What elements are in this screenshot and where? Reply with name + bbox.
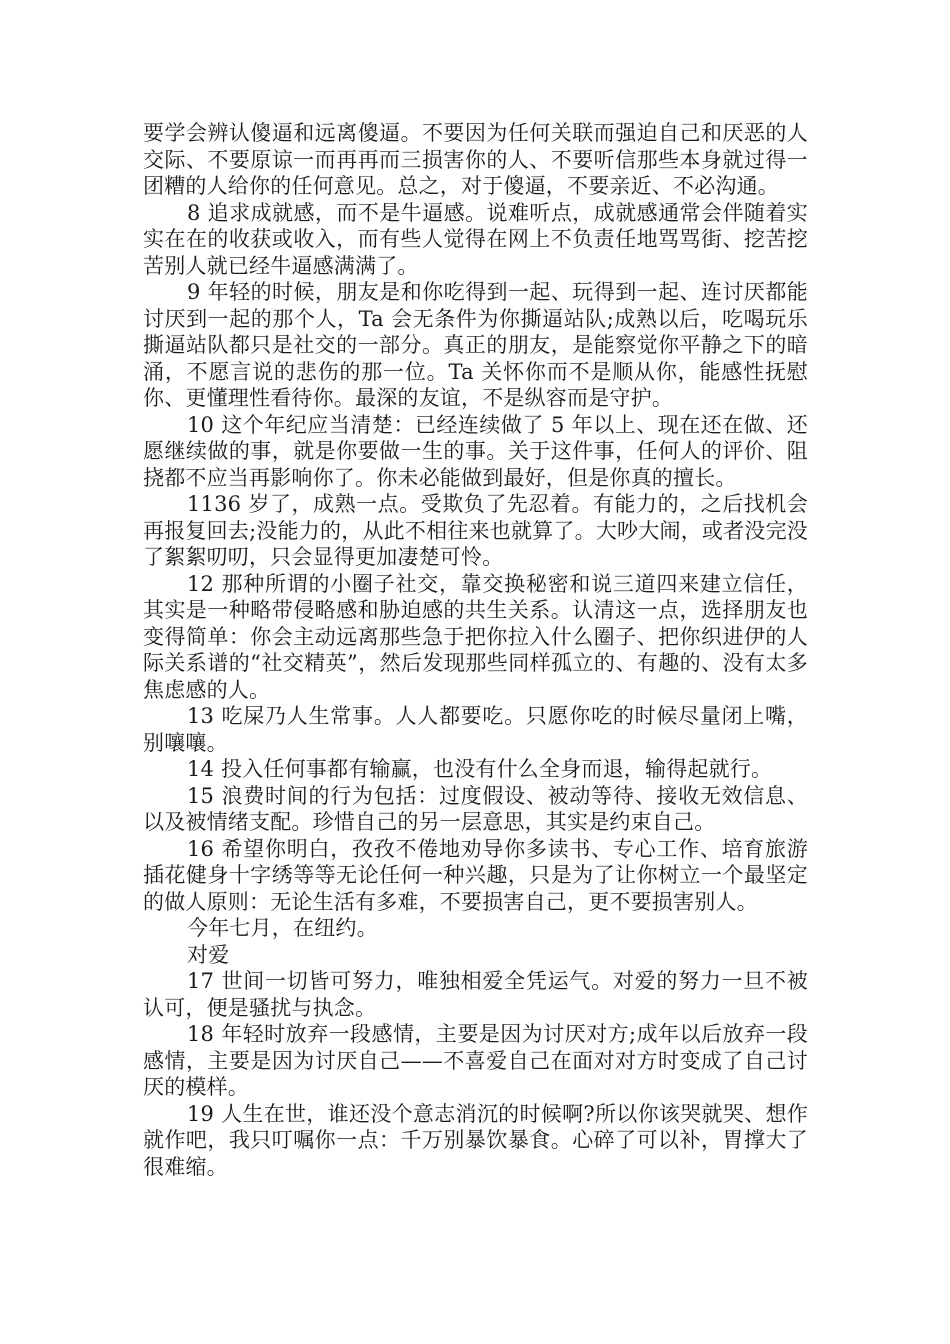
paragraph-15: 15 浪费时间的行为包括：过度假设、被动等待、接收无效信息、以及被情绪支配。珍惜自己的另一层意思，其实是约束自己。 (143, 783, 808, 834)
paragraph-9: 9 年轻的时候，朋友是和你吃得到一起、玩得到一起、连讨厌都能讨厌到一起的那个人，Ta 会无条件为你撕逼站队;成熟以后，吃喝玩乐撕逼站队都只是社交的一部分。真正的朋友，是能察觉你平静之下的暗涌，不愿言说的悲伤的那一位。Ta 关怀你而不是顺从你，能感性抚慰你、更懂理性看待你。最深的友谊，不是纵容而是守护。 (143, 280, 808, 410)
paragraph-17: 17 世间一切皆可努力，唯独相爱全凭运气。对爱的努力一旦不被认可，便是骚扰与执念。 (143, 969, 808, 1020)
paragraph-16: 16 希望你明白，孜孜不倦地劝导你多读书、专心工作、培育旅游插花健身十字绣等等无论任何一种兴趣，只是为了让你树立一个最坚定的做人原则：无论生活有多难，不要损害自己，更不要损害别人。 (143, 836, 808, 914)
paragraph-8: 8 追求成就感，而不是牛逼感。说难听点，成就感通常会伴随着实实在在的收获或收入，而有些人觉得在网上不负责任地骂骂街、挖苦挖苦别人就已经牛逼感满满了。 (143, 200, 808, 278)
paragraph-11: 1136 岁了，成熟一点。受欺负了先忍着。有能力的，之后找机会再报复回去;没能力的，从此不相往来也就算了。大吵大闹，或者没完没了絮絮叨叨，只会显得更加凄楚可怜。 (143, 492, 808, 569)
paragraph-19: 19 人生在世，谁还没个意志消沉的时候啊?所以你该哭就哭、想作就作吧，我只叮嘱你一点：千万别暴饮暴食。心碎了可以补，胃撑大了很难缩。 (143, 1101, 808, 1179)
paragraph-12: 12 那种所谓的小圈子社交，靠交换秘密和说三道四来建立信任，其实是一种略带侵略感和胁迫感的共生关系。认清这一点，选择朋友也变得简单：你会主动远离那些急于把你拉入什么圈子、把你织进伊的人际关系谱的“社交精英”，然后发现那些同样孤立的、有趣的、没有太多焦虑感的人。 (143, 571, 808, 702)
paragraph-14: 14 投入任何事都有输赢，也没有什么全身而退，输得起就行。 (187, 757, 773, 781)
paragraph-18: 18 年轻时放弃一段感情，主要是因为讨厌对方;成年以后放弃一段感情，主要是因为讨厌自己——不喜爱自己在面对对方时变成了自己讨厌的模样。 (143, 1022, 808, 1099)
document-page (143, 120, 808, 1180)
section-heading-love: 对爱 (187, 942, 230, 967)
paragraph-intro: 要学会辨认傻逼和远离傻逼。不要因为任何关联而强迫自己和厌恶的人交际、不要原谅一而再再而三损害你的人、不要听信那些本身就过得一团糟的人给你的任何意见。总之，对于傻逼，不要亲近、不必沟通。 (143, 121, 808, 198)
paragraph-dateline: 今年七月，在纽约。 (187, 916, 378, 940)
paragraph-10: 10 这个年纪应当清楚：已经连续做了 5 年以上、现在还在做、还愿继续做的事，就是你要做一生的事。关于这件事，任何人的评价、阻挠都不应当再影响你了。你未必能做到最好，但是你真的擅长。 (143, 412, 808, 490)
paragraph-13: 13 吃屎乃人生常事。人人都要吃。只愿你吃的时候尽量闭上嘴，别嚷嚷。 (143, 704, 808, 755)
